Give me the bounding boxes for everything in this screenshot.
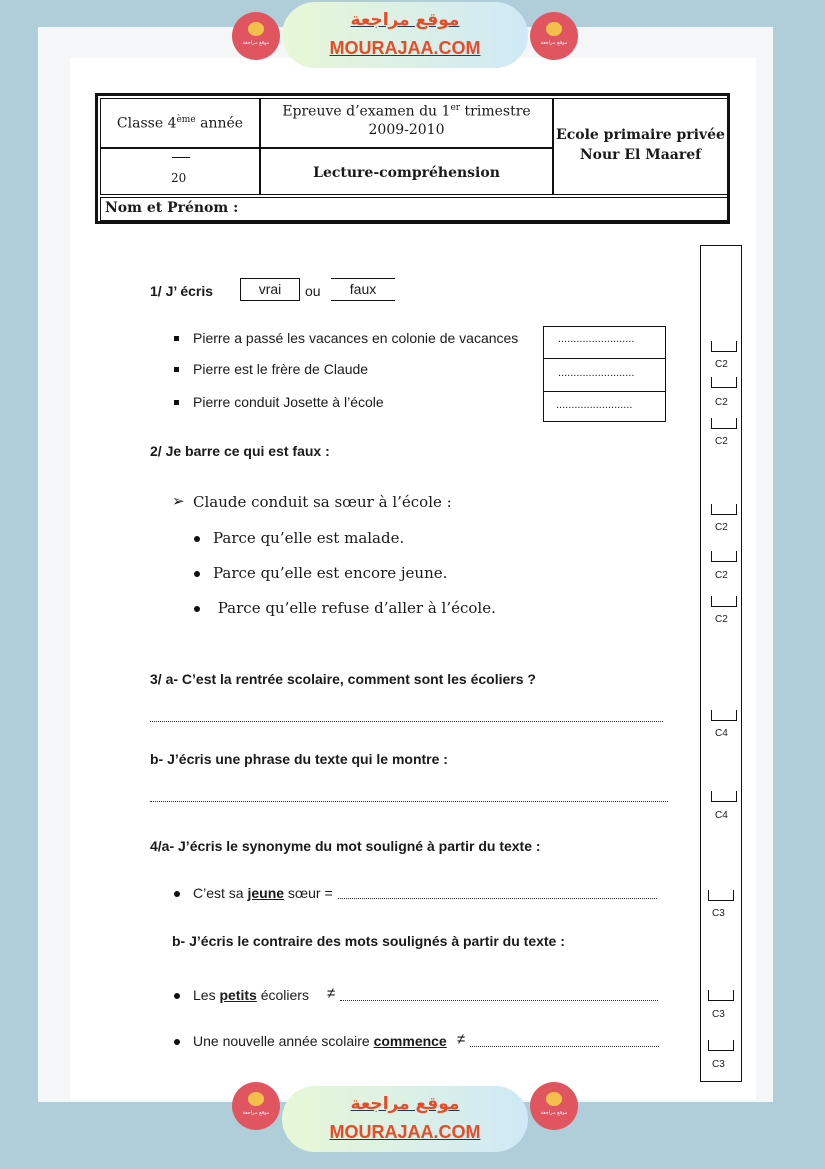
bullet xyxy=(174,891,180,897)
mark-box[interactable] xyxy=(708,890,734,901)
exam-title: Epreuve d’examen du 1er trimestre xyxy=(282,103,531,120)
q4-contrary-1: Les petits écoliers xyxy=(193,987,309,1003)
criterion-code: C3 xyxy=(712,1009,725,1020)
q3b-title: b- J’écris une phrase du texte qui le montre : xyxy=(150,751,448,767)
answer-slot-2[interactable]: ......................... xyxy=(558,367,635,379)
criterion-code: C4 xyxy=(715,810,728,821)
mark-box[interactable] xyxy=(711,504,737,515)
score-denominator: 20 xyxy=(171,171,187,185)
school-line-1: Ecole primaire privée xyxy=(556,127,725,143)
faux-box: faux xyxy=(331,278,395,301)
q3b-answer-line[interactable] xyxy=(150,801,668,802)
subject-cell xyxy=(260,148,553,195)
criterion-code: C2 xyxy=(715,614,728,625)
class-cell xyxy=(100,98,260,148)
mark-box[interactable] xyxy=(711,710,737,721)
q1-item-1: Pierre a passé les vacances en colonie de vacances xyxy=(193,330,519,346)
brand-banner-bottom[interactable] xyxy=(282,1086,528,1152)
criterion-code: C3 xyxy=(712,1059,725,1070)
q4-contrary-2: Une nouvelle année scolaire commence xyxy=(193,1033,447,1049)
brand-logo-right-bottom: موقع مراجعة xyxy=(530,1082,578,1130)
not-equal-sign: ≠ xyxy=(457,1031,466,1048)
mark-box[interactable] xyxy=(711,551,737,562)
q3a-answer-line[interactable] xyxy=(150,721,663,722)
vrai-box: vrai xyxy=(240,278,300,301)
brand-banner-top[interactable] xyxy=(282,2,528,68)
school-line-2: Nour El Maaref xyxy=(579,147,702,163)
q1-item-2: Pierre est le frère de Claude xyxy=(193,361,369,377)
q3a-title: 3/ a- C’est la rentrée scolaire, comment sont les écoliers ? xyxy=(150,671,536,687)
mark-box[interactable] xyxy=(711,377,737,388)
exam-title-cell xyxy=(260,98,553,148)
not-equal-sign: ≠ xyxy=(327,985,336,1002)
exam-header-table xyxy=(95,93,730,224)
brand-arabic: موقع مراجعة xyxy=(350,1094,460,1114)
bullet xyxy=(174,367,179,372)
brand-arabic: موقع مراجعة xyxy=(350,10,460,30)
mark-box[interactable] xyxy=(708,1040,734,1051)
mark-box[interactable] xyxy=(711,418,737,429)
class-label: Classe 4ème année xyxy=(116,115,244,132)
criterion-code: C3 xyxy=(712,908,725,919)
arrow-bullet: ➢ xyxy=(172,492,185,510)
mark-box[interactable] xyxy=(711,791,737,802)
answer-slot-3[interactable]: ......................... xyxy=(556,399,633,411)
q4-synonym: C’est sa jeune sœur = xyxy=(193,885,337,901)
mark-box[interactable] xyxy=(708,990,734,1001)
score-cell xyxy=(100,148,260,195)
q1-answer-box xyxy=(543,326,666,422)
criterion-code: C2 xyxy=(715,570,728,581)
q2-intro: Claude conduit sa sœur à l’école : xyxy=(193,493,452,511)
criterion-code: C2 xyxy=(715,359,728,370)
school-cell xyxy=(553,98,728,195)
brand-logo-left-bottom: موقع مراجعة xyxy=(232,1082,280,1130)
bullet xyxy=(174,993,180,999)
subject-title: Lecture-compréhension xyxy=(313,165,500,181)
bullet xyxy=(174,400,179,405)
grading-column xyxy=(700,245,742,1082)
q1-item-3: Pierre conduit Josette à l’école xyxy=(193,394,384,410)
answer-slot-1[interactable]: ......................... xyxy=(558,333,635,345)
q2-option-1[interactable]: Parce qu’elle est malade. xyxy=(213,529,405,547)
brand-latin: MOURAJAA.COM xyxy=(329,1122,481,1142)
name-label: Nom et Prénom : xyxy=(105,200,239,216)
q4a-title: 4/a- J’écris le synonyme du mot souligné à partir du texte : xyxy=(150,838,541,854)
q2-title: 2/ Je barre ce qui est faux : xyxy=(150,443,330,459)
q2-option-3[interactable]: Parce qu’elle refuse d’aller à l’école. xyxy=(213,599,496,617)
mark-box[interactable] xyxy=(711,341,737,352)
criterion-code: C2 xyxy=(715,397,728,408)
bullet xyxy=(194,571,200,577)
synonym-answer-line[interactable] xyxy=(338,898,657,899)
bullet xyxy=(174,336,179,341)
bullet xyxy=(194,536,200,542)
brand-logo-right-top: موقع مراجعة xyxy=(530,12,578,60)
q1-ou: ou xyxy=(305,283,321,299)
q4b-title: b- J’écris le contraire des mots soulignés à partir du texte : xyxy=(172,933,565,949)
criterion-code: C4 xyxy=(715,728,728,739)
criterion-code: C2 xyxy=(715,436,728,447)
mark-box[interactable] xyxy=(711,596,737,607)
contrary-answer-line-1[interactable] xyxy=(340,1000,658,1001)
bullet xyxy=(174,1039,180,1045)
exam-year: 2009-2010 xyxy=(368,121,445,138)
bullet xyxy=(194,606,200,612)
contrary-answer-line-2[interactable] xyxy=(470,1046,659,1047)
brand-logo-left-top: موقع مراجعة xyxy=(232,12,280,60)
q1-title: 1/ J’ écris xyxy=(150,283,214,299)
q2-option-2[interactable]: Parce qu’elle est encore jeune. xyxy=(213,564,448,582)
criterion-code: C2 xyxy=(715,522,728,533)
brand-latin: MOURAJAA.COM xyxy=(329,38,481,58)
name-field[interactable] xyxy=(100,197,728,221)
